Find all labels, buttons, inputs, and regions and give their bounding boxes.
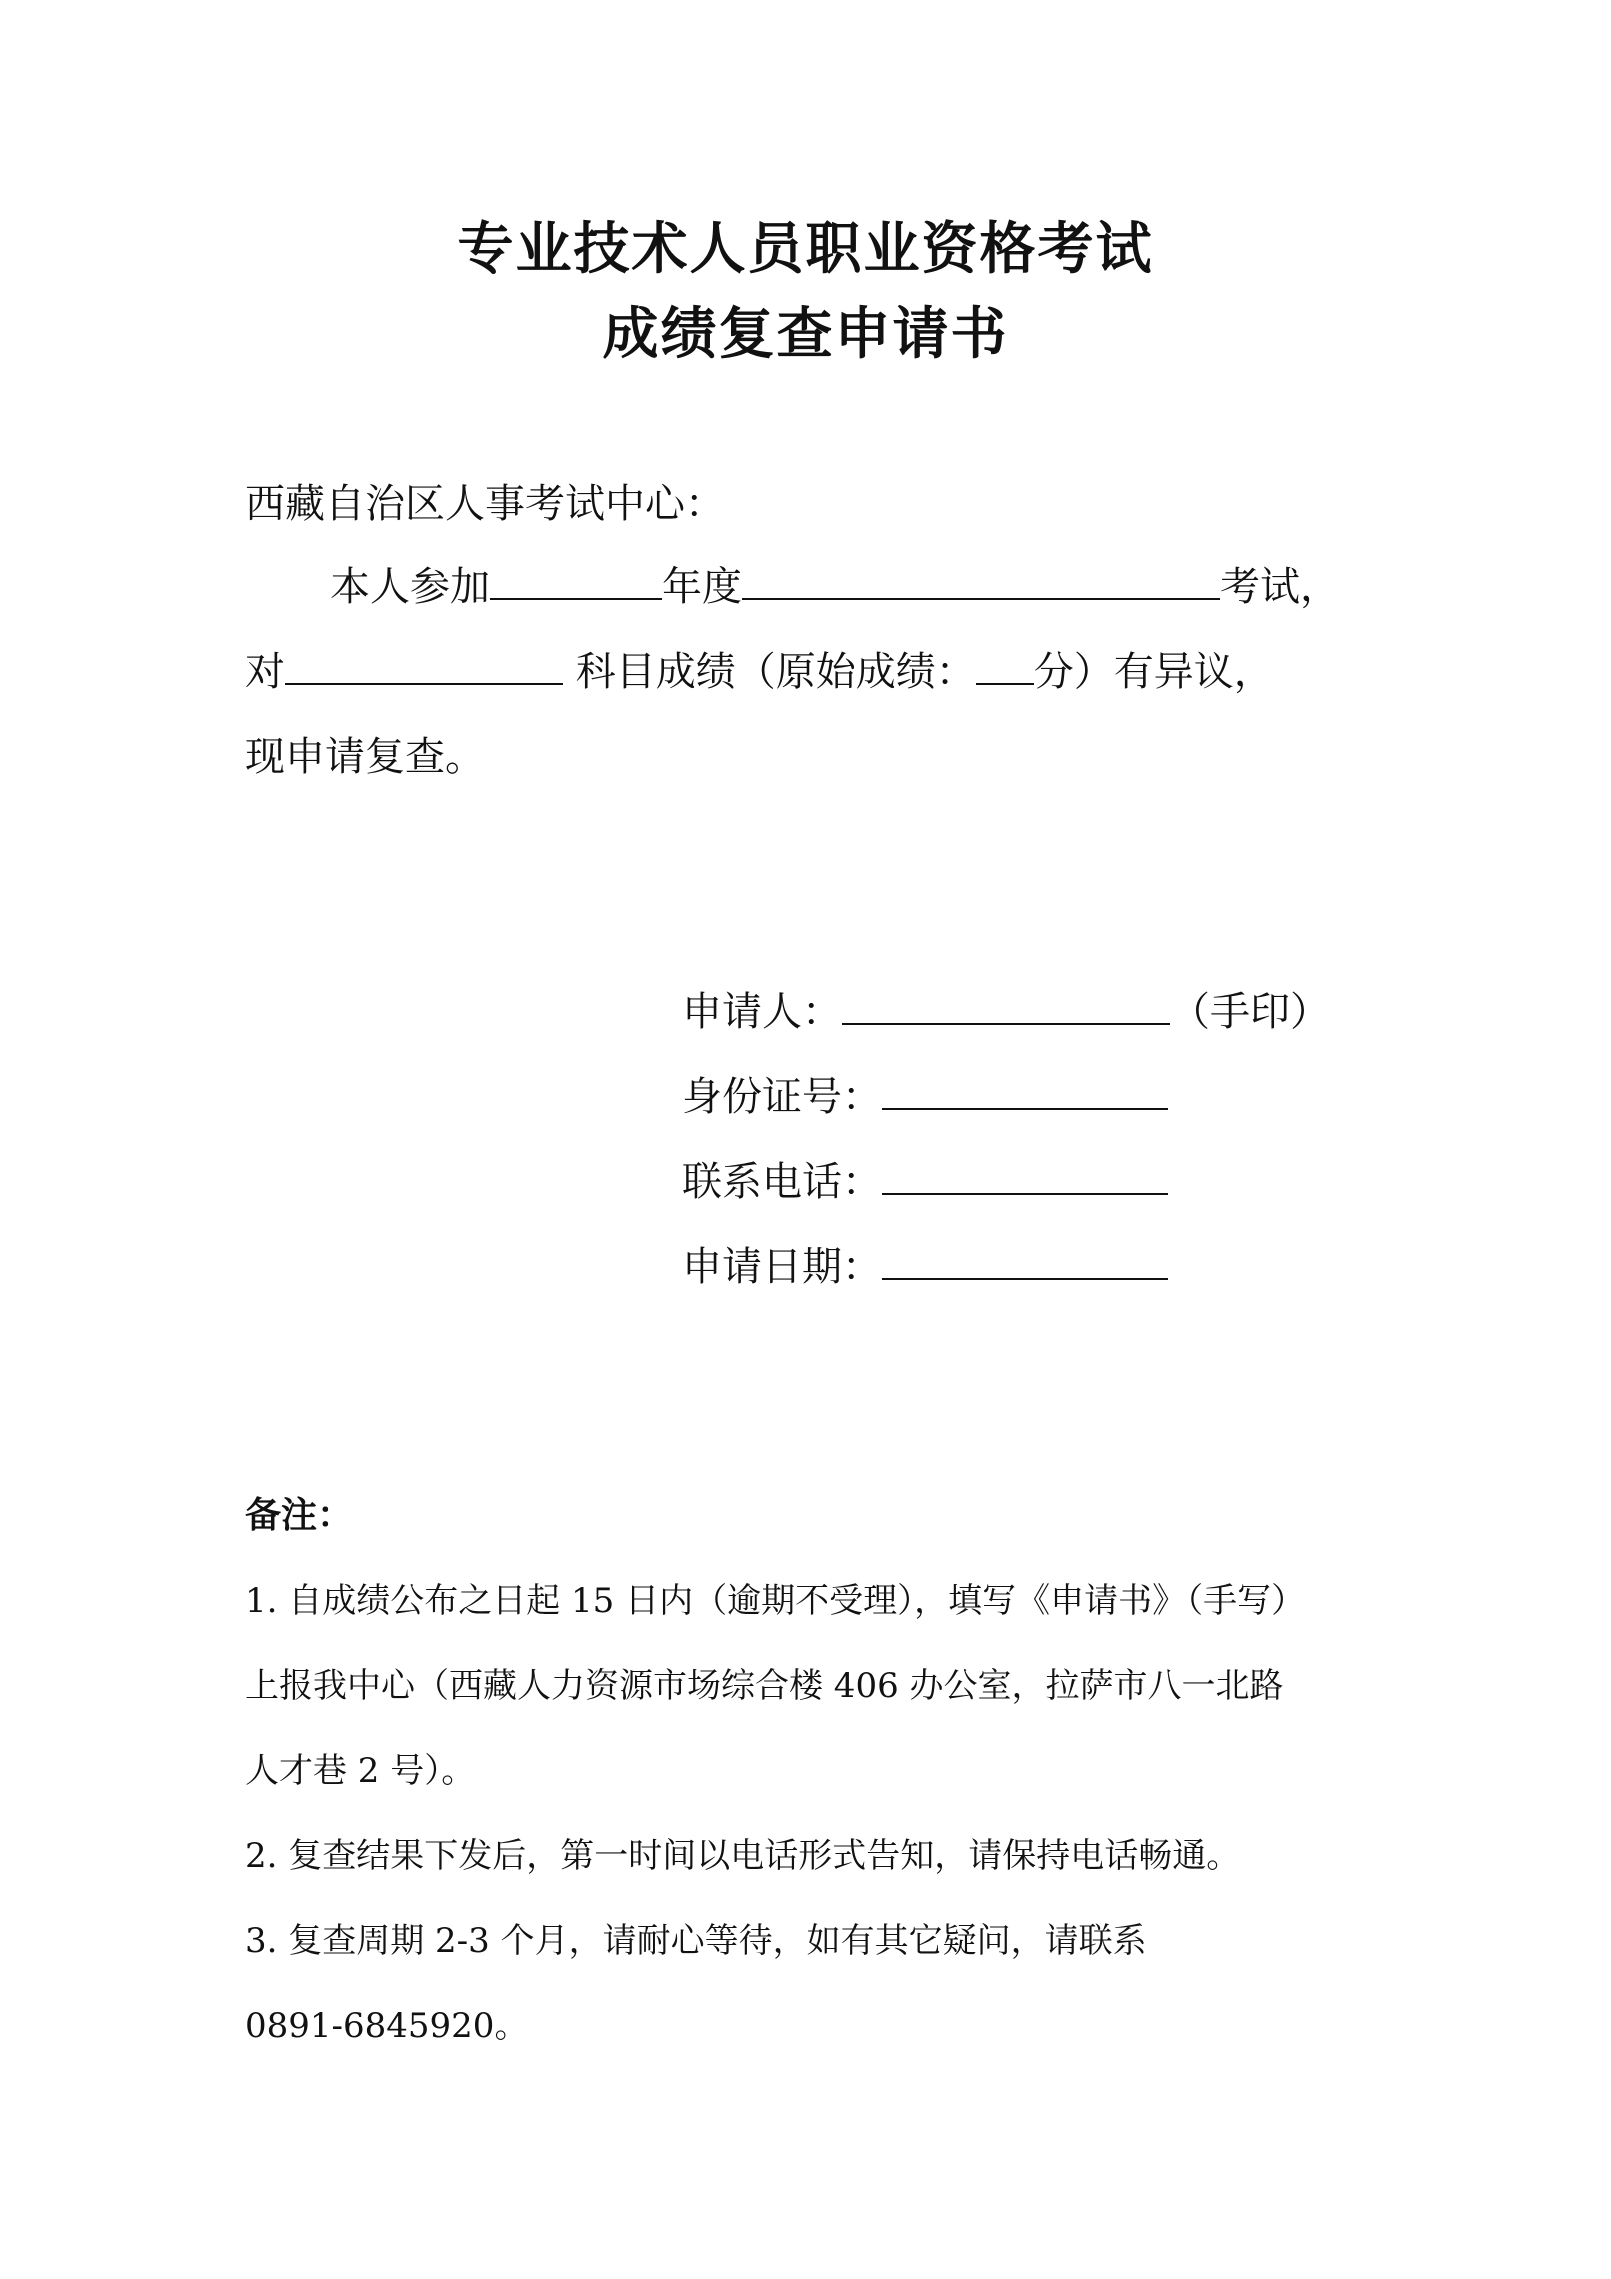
- phone-blank[interactable]: [882, 1153, 1168, 1195]
- note-line: 人才巷 2 号）。: [245, 1751, 476, 1791]
- text-objection: 分）有异议，: [1033, 649, 1274, 695]
- note-line: 2. 复查结果下发后，第一时间以电话形式告知，请保持电话畅通。: [245, 1836, 1241, 1876]
- fingerprint-label: （手印）: [1170, 989, 1330, 1035]
- note-line: 1. 自成绩公布之日起 15 日内（逾期不受理），填写《申请书》（手写）: [245, 1581, 1306, 1621]
- note-line: 上报我中心（西藏人力资源市场综合楼 406 办公室，拉萨市八一北路: [245, 1666, 1284, 1706]
- id-number-blank[interactable]: [882, 1068, 1168, 1110]
- subject-blank[interactable]: [285, 643, 563, 685]
- paragraph-line-2: [245, 640, 1274, 697]
- note-line: 0891-6845920。: [245, 2006, 529, 2046]
- year-blank[interactable]: [490, 558, 662, 600]
- id-number-row: [682, 1065, 1168, 1122]
- notes-heading: 备注：: [245, 1494, 354, 1536]
- text-exam: 考试，: [1220, 564, 1340, 610]
- applicant-label: 申请人：: [682, 989, 842, 1035]
- paragraph-line-1: [330, 555, 1340, 612]
- text-for: 对: [245, 649, 285, 695]
- document-title-line-1: 专业技术人员职业资格考试: [457, 216, 1154, 282]
- addressee: 西藏自治区人事考试中心：: [245, 481, 725, 527]
- note-line: 3. 复查周期 2-3 个月，请耐心等待，如有其它疑问，请联系: [245, 1921, 1147, 1961]
- date-blank[interactable]: [882, 1238, 1168, 1280]
- text-subject-score: 科目成绩（原始成绩：: [563, 649, 976, 695]
- applicant-row: [682, 980, 1330, 1037]
- date-row: [682, 1235, 1168, 1292]
- original-score-blank[interactable]: [976, 643, 1034, 685]
- date-label: 申请日期：: [682, 1244, 882, 1290]
- applicant-blank[interactable]: [842, 983, 1170, 1025]
- phone-label: 联系电话：: [682, 1159, 882, 1205]
- id-number-label: 身份证号：: [682, 1074, 882, 1120]
- document-title-line-2: 成绩复查申请书: [602, 301, 1009, 367]
- text-year: 年度: [662, 564, 742, 610]
- text-participate: 本人参加: [330, 564, 490, 610]
- exam-name-blank[interactable]: [742, 558, 1220, 600]
- paragraph-line-3: 现申请复查。: [245, 734, 485, 780]
- phone-row: [682, 1150, 1168, 1207]
